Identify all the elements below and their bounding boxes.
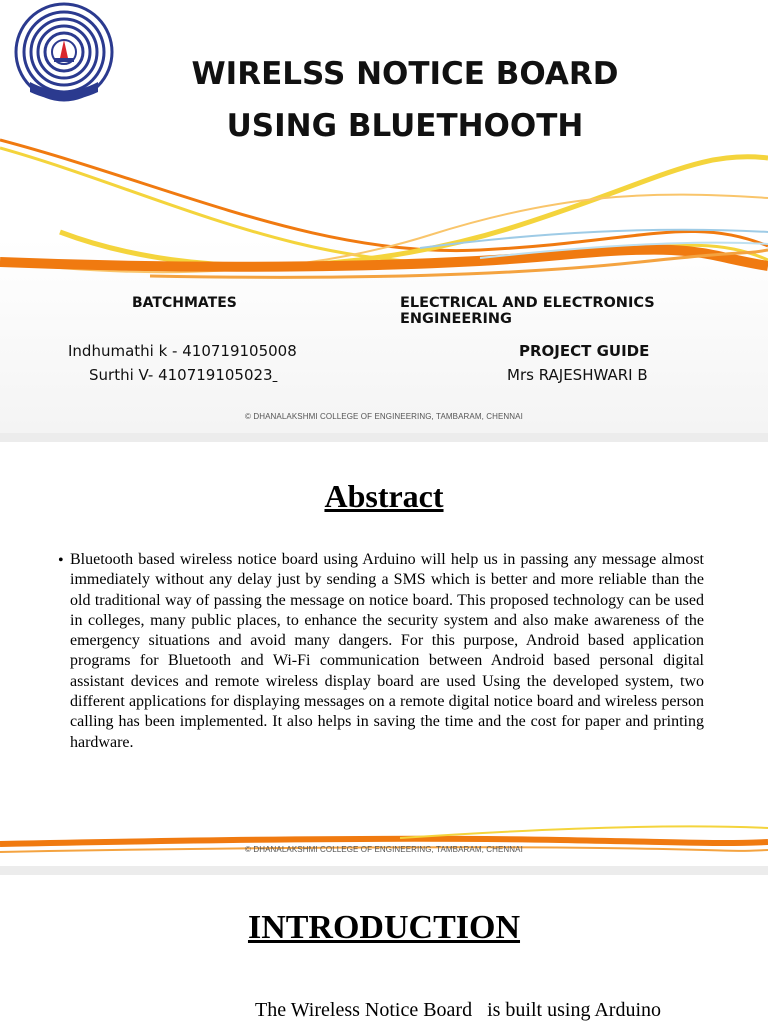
introduction-slide (0, 875, 768, 1024)
introduction-heading: INTRODUCTION (247, 909, 521, 946)
bullet-point: • (58, 552, 64, 569)
slide-title-line2: USING BLUETHOOTH (226, 108, 584, 144)
project-guide-name: Mrs RAJESHWARI B (507, 366, 648, 384)
slide-footer: © DHANALAKSHMI COLLEGE OF ENGINEERING, TAMBARAM, CHENNAI (245, 412, 523, 421)
abstract-text: Bluetooth based wireless notice board using Arduino will help us in passing any message almost immediately without any delay just by sending a SMS which is better and more reliable than the old traditional way of passing the message on notice board. This proposed technology can be used in colleges, many public places, to enhance the security system and also make awareness of the emergency situations and avoid many dangers. For this purpose, Android based application programs for Bluetooth and Wi-Fi communication between Android based personal digital assistant devices and remote wireless display board are used Using the developed system, two different applications for displaying messages on a remote digital notice board and wireless person calling has been implemented. It also helps in saving the time and the cost for paper and printing hardware. (70, 551, 704, 751)
student-2: Surthi V- 410719105023 (89, 366, 273, 384)
abstract-slide (0, 442, 768, 866)
project-guide-label: PROJECT GUIDE (519, 342, 650, 360)
department-label: ELECTRICAL AND ELECTRONICS ENGINEERING (400, 295, 655, 327)
student-1: Indhumathi k - 410719105008 (68, 342, 297, 360)
title-slide (0, 0, 768, 433)
slide-title-line1: WIRELSS NOTICE BOARD (191, 56, 619, 92)
introduction-text: The Wireless Notice Board is built using Arduino (255, 999, 661, 1021)
batchmates-label: BATCHMATES (132, 295, 237, 311)
abstract-heading: Abstract (324, 478, 444, 514)
slide-footer: © DHANALAKSHMI COLLEGE OF ENGINEERING, TAMBARAM, CHENNAI (245, 845, 523, 854)
college-logo (10, 0, 118, 108)
